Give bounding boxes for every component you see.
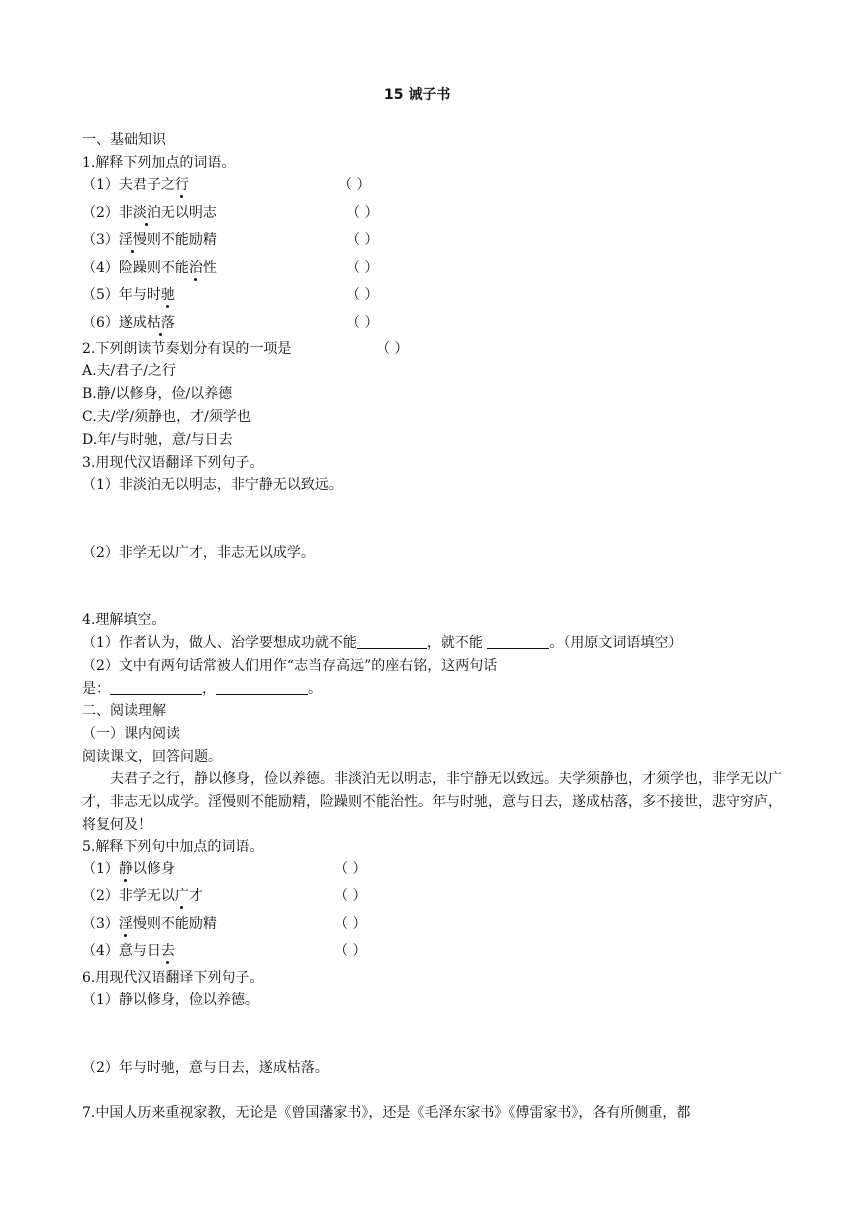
- passage-text: 夫君子之行，静以修身，俭以养德。非淡泊无以明志，非宁静无以致远。夫学须静也，才须学也，非学无以广才，非志无以成学。淫慢则不能励精，险躁则不能治性。年与时驰，意与日去，遂成枯落，多不接世，悲守穷庐，将复何及！: [82, 771, 782, 833]
- answer-parentheses: （ ）: [334, 943, 367, 959]
- answer-parentheses: （ ）: [346, 232, 379, 248]
- q5-item: （4）意与日去: [82, 943, 175, 959]
- q6-item: （2）年与时驰，意与日去，遂成枯落。: [82, 1060, 329, 1076]
- q5-item: （1）静以修身: [82, 861, 175, 877]
- q2-stem: 2.下列朗读节奏划分有误的一项是: [82, 341, 292, 357]
- section-heading-basic: 一、基础知识: [82, 132, 166, 148]
- reading-instruction: 阅读课文，回答问题。: [82, 749, 222, 765]
- dotted-word: 淡泊: [132, 205, 161, 221]
- q6-item: （1）静以修身，俭以养德。: [82, 992, 259, 1008]
- q5-stem: 5.解释下列句中加点的词语。: [82, 839, 264, 855]
- q4-line1: （1）作者认为，做人、治学要想成功就不能 ，就不能 。（用原文词语填空）: [82, 635, 683, 651]
- answer-parentheses: （ ）: [334, 861, 367, 877]
- q1-item: （6）遂成枯落: [82, 315, 175, 331]
- dotted-word: 驰: [160, 287, 175, 303]
- q4-line3: 是： ， 。: [82, 681, 322, 697]
- dotted-word: 治: [188, 260, 203, 276]
- dotted-word: 静: [118, 861, 133, 877]
- fill-blank[interactable]: [487, 634, 549, 649]
- answer-parentheses: （ ）: [346, 315, 379, 331]
- q4-line2: （2）文中有两句话常被人们用作“志当存高远”的座右铭，这两句话: [82, 658, 498, 674]
- fill-blank[interactable]: [216, 680, 308, 695]
- dotted-word: 淫慢: [118, 232, 147, 248]
- page-title: 15 诫子书: [384, 87, 451, 103]
- dotted-word: 去: [160, 943, 175, 959]
- q2-option-b: B.静/以修身，俭/以养德: [82, 386, 233, 402]
- answer-parentheses: （ ）: [334, 916, 367, 932]
- section-heading-reading: 二、阅读理解: [82, 703, 166, 719]
- answer-parentheses: （ ）: [346, 287, 379, 303]
- q3-item: （2）非学无以广才，非志无以成学。: [82, 545, 315, 561]
- q2-option-a: A.夫/君子/之行: [82, 363, 176, 379]
- q7-stem: 7.中国人历来重视家教，无论是《曾国藩家书》，还是《毛泽东家书》《傅雷家书》，各有所侧重，都: [82, 1105, 691, 1121]
- q3-item: （1）非淡泊无以明志，非宁静无以致远。: [82, 477, 343, 493]
- q2-option-c: C.夫/学/须静也，才/须学也: [82, 409, 251, 425]
- fill-blank[interactable]: [357, 634, 427, 649]
- q1-item: （1）夫君子之行: [82, 177, 189, 193]
- dotted-word: 行: [174, 177, 189, 193]
- q6-stem: 6.用现代汉语翻译下列句子。: [82, 970, 264, 986]
- q2-option-d: D.年/与时驰，意/与日去: [82, 432, 233, 448]
- answer-parentheses: （ ）: [376, 341, 409, 357]
- answer-parentheses: （ ）: [338, 177, 371, 193]
- dotted-word: 广: [174, 888, 189, 904]
- q5-item: （2）非学无以广才: [82, 888, 203, 904]
- answer-parentheses: （ ）: [346, 260, 379, 276]
- q1-stem: 1.解释下列加点的词语。: [82, 155, 236, 171]
- q1-item: （2）非淡泊无以明志: [82, 205, 217, 221]
- q1-item: （4）险躁则不能治性: [82, 260, 217, 276]
- answer-parentheses: （ ）: [346, 205, 379, 221]
- q1-item: （5）年与时驰: [82, 287, 175, 303]
- fill-blank[interactable]: [110, 680, 202, 695]
- answer-parentheses: （ ）: [334, 888, 367, 904]
- q5-item: （3）淫慢则不能励精: [82, 916, 217, 932]
- q3-stem: 3.用现代汉语翻译下列句子。: [82, 455, 264, 471]
- subsection-heading: （一）课内阅读: [82, 726, 180, 742]
- q4-stem: 4.理解填空。: [82, 612, 166, 628]
- dotted-word: 枯落: [146, 315, 175, 331]
- q1-item: （3）淫慢则不能励精: [82, 232, 217, 248]
- dotted-word: 淫: [118, 916, 133, 932]
